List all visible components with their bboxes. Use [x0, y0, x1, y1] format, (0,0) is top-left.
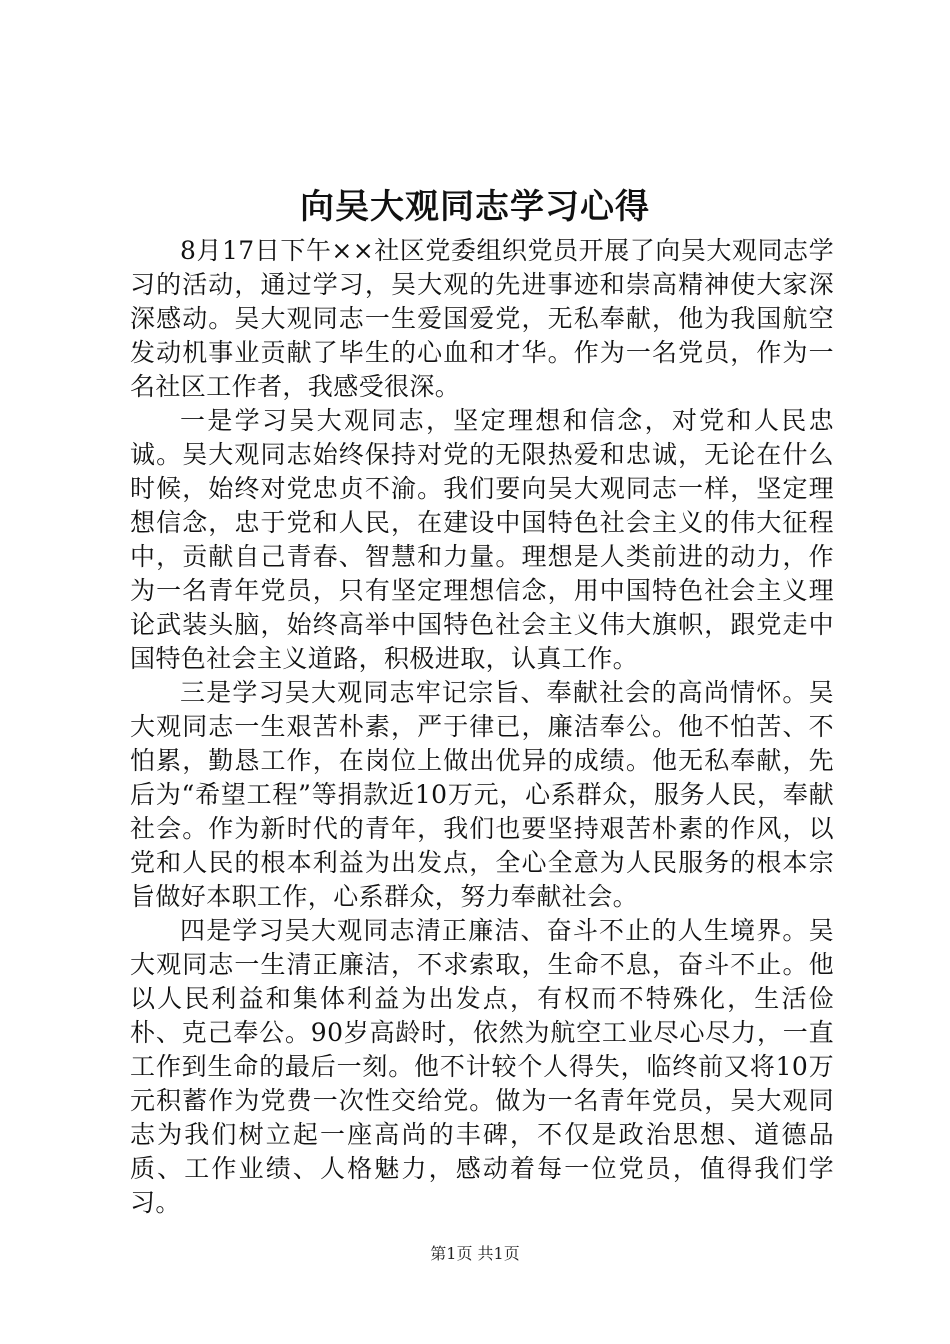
document-title: 向吴大观同志学习心得: [300, 187, 650, 227]
paragraph-third-point: 三是学习吴大观同志牢记宗旨、奉献社会的高尚情怀。吴大观同志一生艰苦朴素，严于律已，廉洁奉公。他不怕苦、不怕累，勤恳工作，在岗位上做出优异的成绩。他无私奉献，先后为“希望工程”等捐款近10万元，心系群众，服务人民，奉献社会。作为新时代的青年，我们也要坚持艰苦朴素的作风，以党和人民的根本利益为出发点，全心全意为人民服务的根本宗旨做好本职工作，心系群众，努力奉献社会。: [130, 678, 834, 911]
paragraph-fourth-point: 四是学习吴大观同志清正廉洁、奋斗不止的人生境界。吴大观同志一生清正廉洁，不求索取，生命不息，奋斗不止。他以人民利益和集体利益为出发点，有权而不特殊化，生活俭朴、克己奉公。90岁高龄时，依然为航空工业尽心尽力，一直工作到生命的最后一刻。他不计较个人得失，临终前又将10万元积蓄作为党费一次性交给党。做为一名青年党员，吴大观同志为我们树立起一座高尚的丰碑，不仅是政治思想、道德品质、工作业绩、人格魅力，感动着每一位党员，值得我们学习。: [130, 916, 834, 1217]
paragraph-first-point: 一是学习吴大观同志，坚定理想和信念，对党和人民忠诚。吴大观同志始终保持对党的无限热爱和忠诚，无论在什么时候，始终对党忠贞不渝。我们要向吴大观同志一样，坚定理想信念，忠于党和人民，在建设中国特色社会主义的伟大征程中，贡献自己青春、智慧和力量。理想是人类前进的动力，作为一名青年党员，只有坚定理想信念，用中国特色社会主义理论武装头脑，始终高举中国特色社会主义伟大旗帜，跟党走中国特色社会主义道路，积极进取，认真工作。: [130, 406, 834, 673]
page-footer: 第1页 共1页: [430, 1244, 520, 1263]
paragraph-intro: 8月17日下午××社区党委组织党员开展了向吴大观同志学习的活动，通过学习，吴大观的先进事迹和崇高精神使大家深深感动。吴大观同志一生爱国爱党，无私奉献，他为我国航空发动机事业贡献了毕生的心血和才华。作为一名党员，作为一名社区工作者，我感受很深。: [130, 236, 834, 401]
document-body: [130, 234, 834, 1220]
